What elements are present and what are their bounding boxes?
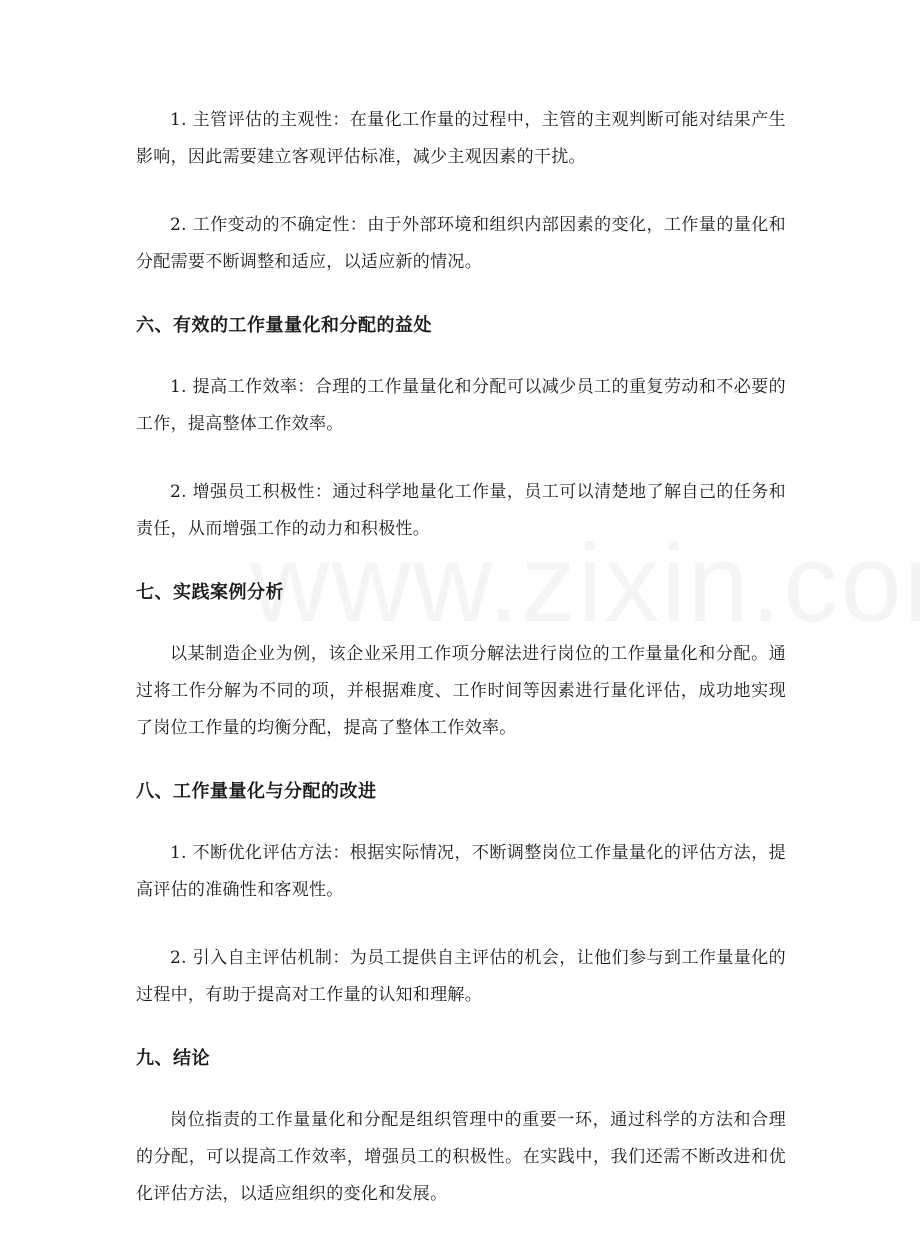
paragraph-supervisor-subjectivity: 1. 主管评估的主观性：在量化工作量的过程中，主管的主观判断可能对结果产生影响，因此需要建立客观评估标准，减少主观因素的干扰。 <box>136 110 786 167</box>
section-heading-improvements: 八、工作量量化与分配的改进 <box>136 781 377 802</box>
paragraph-conclusion: 岗位指责的工作量量化和分配是组织管理中的重要一环，通过科学的方法和合理的分配，可以提高工作效率，增强员工的积极性。在实践中，我们还需不断改进和优化评估方法，以适应组织的变化和发展。 <box>136 1110 786 1204</box>
paragraph-case-study: 以某制造企业为例，该企业采用工作项分解法进行岗位的工作量量化和分配。通过将工作分解为不同的项，并根据难度、工作时间等因素进行量化评估，成功地实现了岗位工作量的均衡分配，提高了整体工作效率。 <box>136 644 786 738</box>
paragraph-enhance-motivation: 2. 增强员工积极性：通过科学地量化工作量，员工可以清楚地了解自己的任务和责任，从而增强工作的动力和积极性。 <box>136 482 786 539</box>
paragraph-improve-efficiency: 1. 提高工作效率：合理的工作量量化和分配可以减少员工的重复劳动和不必要的工作，提高整体工作效率。 <box>136 377 786 434</box>
paragraph-self-assessment: 2. 引入自主评估机制：为员工提供自主评估的机会，让他们参与到工作量量化的过程中，有助于提高对工作量的认知和理解。 <box>136 948 786 1005</box>
paragraph-work-change-uncertainty: 2. 工作变动的不确定性：由于外部环境和组织内部因素的变化，工作量的量化和分配需要不断调整和适应，以适应新的情况。 <box>136 215 786 272</box>
section-heading-benefits: 六、有效的工作量量化和分配的益处 <box>136 315 432 336</box>
paragraph-optimize-methods: 1. 不断优化评估方法：根据实际情况，不断调整岗位工作量量化的评估方法，提高评估的准确性和客观性。 <box>136 843 786 900</box>
section-heading-conclusion: 九、结论 <box>136 1048 210 1069</box>
document-page <box>136 102 786 1244</box>
section-heading-case-study: 七、实践案例分析 <box>136 582 284 603</box>
